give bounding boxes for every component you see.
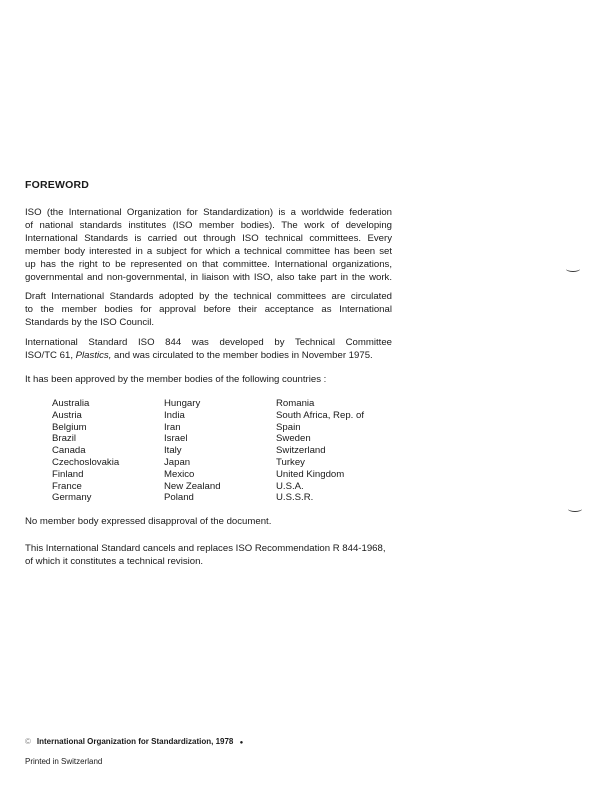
printed-in: Printed in Switzerland [25,757,103,766]
text-line: ISO (the International Organization for Standardization) is a worldwide federation [25,207,392,218]
country-item: Belgium [52,421,87,433]
country-item: Iran [164,421,181,433]
scan-mark [566,266,580,272]
country-item: U.S.S.R. [276,492,314,504]
text-segment: ISO/TC 61, [25,350,76,361]
country-item: Canada [52,445,86,457]
text-line: It has been approved by the member bodies of the following countries : [25,374,327,385]
country-item: Turkey [276,456,305,468]
foreword-heading: FOREWORD [25,179,90,191]
country-item: Switzerland [276,445,326,457]
bullet-icon: ● [239,740,244,746]
country-item: Germany [52,492,92,504]
text-line [25,349,392,362]
text-line: No member body expressed disapproval of the document. [25,516,272,527]
paragraph-draft [25,290,392,329]
paragraph-no-disapproval [25,515,392,528]
country-item: Israel [164,433,188,445]
copyright-line [25,737,243,746]
country-item: Japan [164,456,191,468]
text-line: of national standards institutes (ISO member bodies). The work of developing [25,220,392,231]
text-line: to the member bodies for approval before their acceptance as International [25,304,392,315]
text-line: member body interested in a subject for which a technical committee has been set [25,246,392,257]
country-item: U.S.A. [276,480,304,492]
text-line: of which it constitutes a technical revision. [25,556,204,567]
copyright-text: International Organization for Standardization, 1978 [36,737,234,746]
country-item: Poland [164,492,194,504]
countries-list [52,398,406,504]
country-item: New Zealand [164,480,221,492]
country-item: France [52,480,82,492]
copyright-icon: © [25,737,31,746]
country-item: Australia [52,398,90,409]
country-item: South Africa, Rep. of [276,409,364,421]
country-item: Hungary [164,398,201,409]
country-item: Spain [276,421,301,433]
text-line: Standards by the ISO Council. [25,317,155,328]
country-item: Czechoslovakia [52,456,120,468]
paragraph-development [25,336,392,362]
country-item: Mexico [164,468,195,480]
text-line: Draft International Standards adopted by the technical committees are circulated [25,291,392,302]
country-item: Sweden [276,433,311,445]
country-item: Romania [276,398,315,409]
text-line: International Standards is carried out through ISO technical committees. Every [25,233,392,244]
text-line: up has the right to be represented on that committee. International organizations, [25,259,392,270]
paragraph-replaces [25,542,405,568]
country-item: Austria [52,409,82,421]
text-line: This International Standard cancels and replaces ISO Recommendation R 844-1968, [25,543,386,554]
text-segment: and was circulated to the member bodies in November 1975. [111,350,373,361]
country-item: India [164,409,185,421]
country-item: Brazil [52,433,76,445]
country-item: Finland [52,468,84,480]
paragraph-approval [25,373,392,386]
country-item: Italy [164,445,182,457]
text-line: International Standard ISO 844 was developed by Technical Committee [25,337,392,348]
text-line: governmental and non-governmental, in liaison with ISO, also take part in the work. [25,272,392,283]
scan-mark [568,506,582,512]
committee-name: Plastics, [75,350,112,361]
paragraph-iso-intro [25,206,392,284]
country-item: United Kingdom [276,468,345,480]
